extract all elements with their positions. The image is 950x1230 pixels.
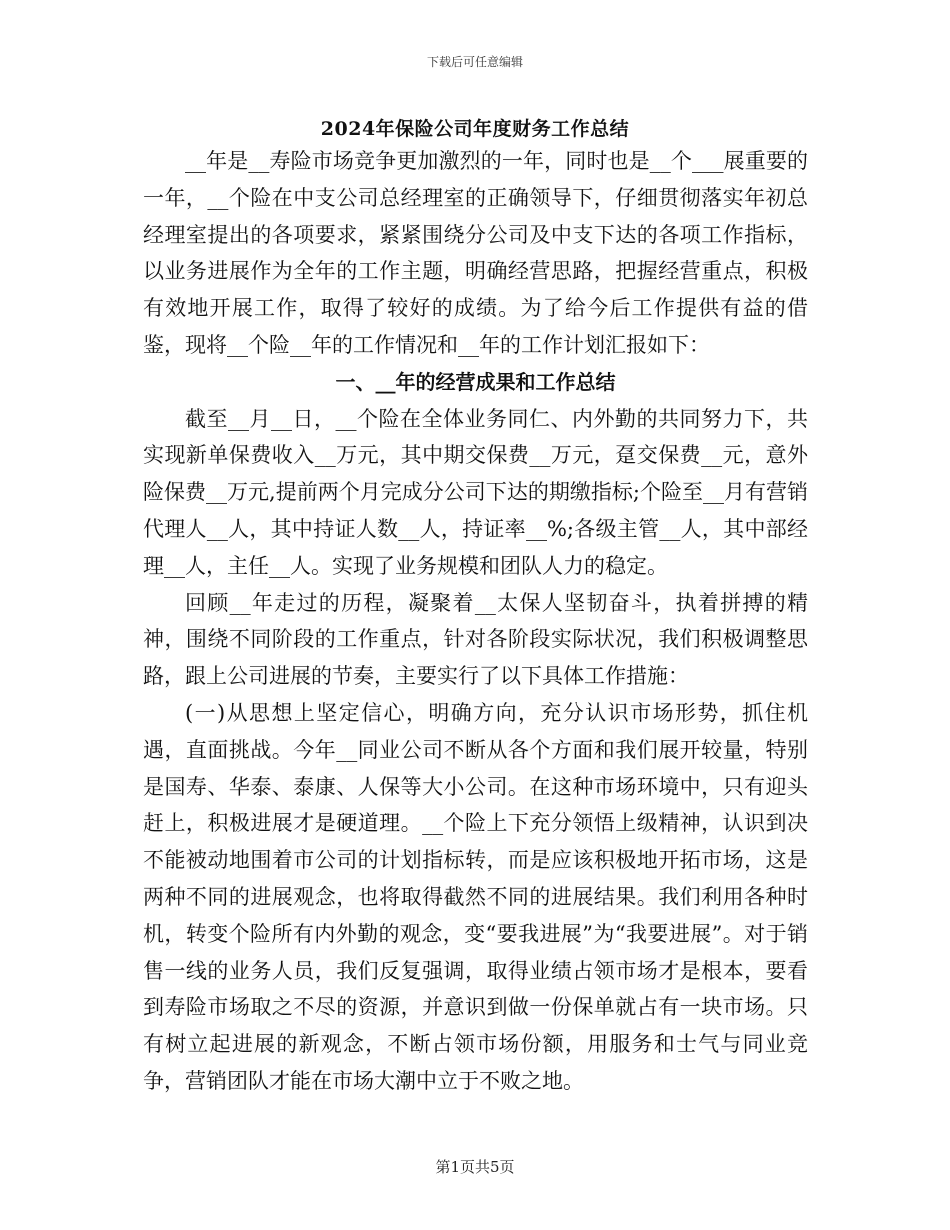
- paragraph-results: 截至__月__日，__个险在全体业务同仁、内外勤的共同努力下，共实现新单保费收入__万元，其中期交保费__万元，趸交保费__元，意外险保费__万元,提前两个月完成分公司下达的期缴指标;个险至__月有营销代理人__人，其中持证人数__人，持证率__%;各级主管__人，其中部经理__人，主任__人。实现了业务规模和团队人力的稳定。: [143, 406, 808, 578]
- document-title: 2024年保险公司年度财务工作总结: [320, 118, 630, 140]
- page-number: 第1页共5页: [435, 1158, 515, 1176]
- section-heading-1: 一、__年的经营成果和工作总结: [335, 369, 616, 394]
- header-note: 下载后可任意编辑: [426, 55, 523, 69]
- document-body: [143, 143, 808, 1100]
- paragraph-intro: __年是__寿险市场竞争更加激烈的一年，同时也是__个___展重要的一年，__个险在中支公司总经理室的正确领导下，仔细贯彻落实年初总经理室提出的各项要求，紧紧围绕分公司及中支下达的各项工作指标，以业务进展作为全年的工作主题，明确经营思路，把握经营重点，积极有效地开展工作，取得了较好的成绩。为了给今后工作提供有益的借鉴，现将__个险__年的工作情况和__年的工作计划汇报如下：: [143, 149, 808, 357]
- paragraph-measure-1: (一)从思想上坚定信心，明确方向，充分认识市场形势，抓住机遇，直面挑战。今年__同业公司不断从各个方面和我们展开较量，特别是国寿、华泰、泰康、人保等大小公司。在这种市场环境中，只有迎头赶上，积极进展才是硬道理。__个险上下充分领悟上级精神，认识到决不能被动地围着市公司的计划指标转，而是应该积极地开拓市场，这是两种不同的进展观念，也将取得截然不同的进展结果。我们利用各种时机，转变个险所有内外勤的观念，变“要我进展”为“我要进展”。对于销售一线的业务人员，我们反复强调，取得业绩占领市场才是根本，要看到寿险市场取之不尽的资源，并意识到做一份保单就占有一块市场。只有树立起进展的新观念，不断占领市场份额，用服务和士气与同业竞争，营销团队才能在市场大潮中立于不败之地。: [143, 700, 808, 1093]
- paragraph-review: 回顾__年走过的历程，凝聚着__太保人坚韧奋斗，执着拼搏的精神，围绕不同阶段的工作重点，针对各阶段实际状况，我们积极调整思路，跟上公司进展的节奏，主要实行了以下具体工作措施：: [143, 590, 808, 689]
